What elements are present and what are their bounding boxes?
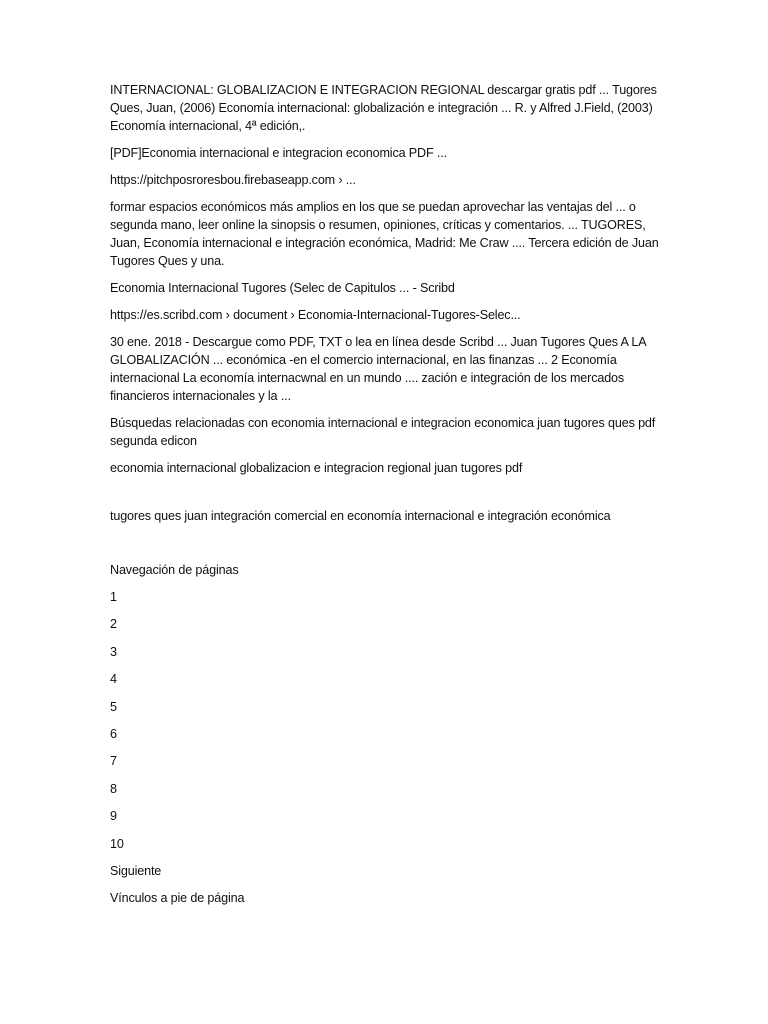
page-link-8[interactable] [110,780,660,798]
page-link-2[interactable] [110,615,660,633]
page-number: 3 [110,644,117,659]
page-link-9[interactable] [110,807,660,825]
result-snippet-formar: formar espacios económicos más amplios en los que se puedan aprovechar las ventajas del ... o segunda mano, leer online la sinopsis o resumen, opiniones, críticas y comentarios. ... TUGORES, Juan, Economía internacional e integración económica, Madrid: Me Craw .... Tercera edición de Juan Tugores Ques y una. [110,200,659,268]
page-link-7[interactable] [110,752,660,770]
page-number: 2 [110,617,117,632]
page-number: 6 [110,726,117,741]
page-link-3[interactable] [110,643,660,661]
page-number: 9 [110,809,117,824]
document-page [110,81,660,917]
page-navigation [110,588,660,907]
page-number: 8 [110,781,117,796]
related-searches-heading: Búsquedas relacionadas con economia internacional e integracion economica juan tugores ques pdf segunda edicon [110,416,656,448]
result-snippet-scribd: 30 ene. 2018 - Descargue como PDF, TXT o lea en línea desde Scribd ... Juan Tugores Ques A LA GLOBALIZACIÓN ... económica -en el comercio internacional, en las finanzas ... 2 Economía internacional La economía internacwnal en un mundo .... zación e integración de los mercados financieros internacionales y la ... [110,335,646,403]
page-navigation-heading: Navegación de páginas [110,563,239,577]
result-snippet-intro: INTERNACIONAL: GLOBALIZACION E INTEGRACION REGIONAL descargar gratis pdf ... Tugores Ques, Juan, (2006) Economía internacional: globalización e integración ... R. y Alfred J.Field, (2003) Economía internacional, 4ª edición,. [110,83,657,133]
page-number: 7 [110,754,117,769]
page-link-4[interactable] [110,670,660,688]
page-number: 5 [110,699,117,714]
related-search-link-2[interactable]: tugores ques juan integración comercial en economía internacional e integración económica [110,509,611,523]
footer-links-label: Vínculos a pie de página [110,891,245,906]
page-number: 4 [110,672,117,687]
page-number: 10 [110,836,124,851]
result-url-firebase[interactable]: https://pitchposroresbou.firebaseapp.com › ... [110,173,356,187]
related-search-link-1[interactable]: economia internacional globalizacion e integracion regional juan tugores pdf [110,461,523,475]
result-title-scribd[interactable]: Economia Internacional Tugores (Selec de Capitulos ... - Scribd [110,281,455,295]
page-link-1[interactable] [110,588,660,606]
page-link-5[interactable] [110,698,660,716]
footer-links-heading [110,889,660,907]
next-page-link[interactable] [110,862,660,880]
page-link-6[interactable] [110,725,660,743]
result-url-scribd[interactable]: https://es.scribd.com › document › Economia-Internacional-Tugores-Selec... [110,308,521,322]
result-title-pdf[interactable]: [PDF]Economia internacional e integracion economica PDF ... [110,146,447,160]
page-number: 1 [110,590,117,604]
page-link-10[interactable] [110,835,660,853]
next-label: Siguiente [110,863,162,878]
